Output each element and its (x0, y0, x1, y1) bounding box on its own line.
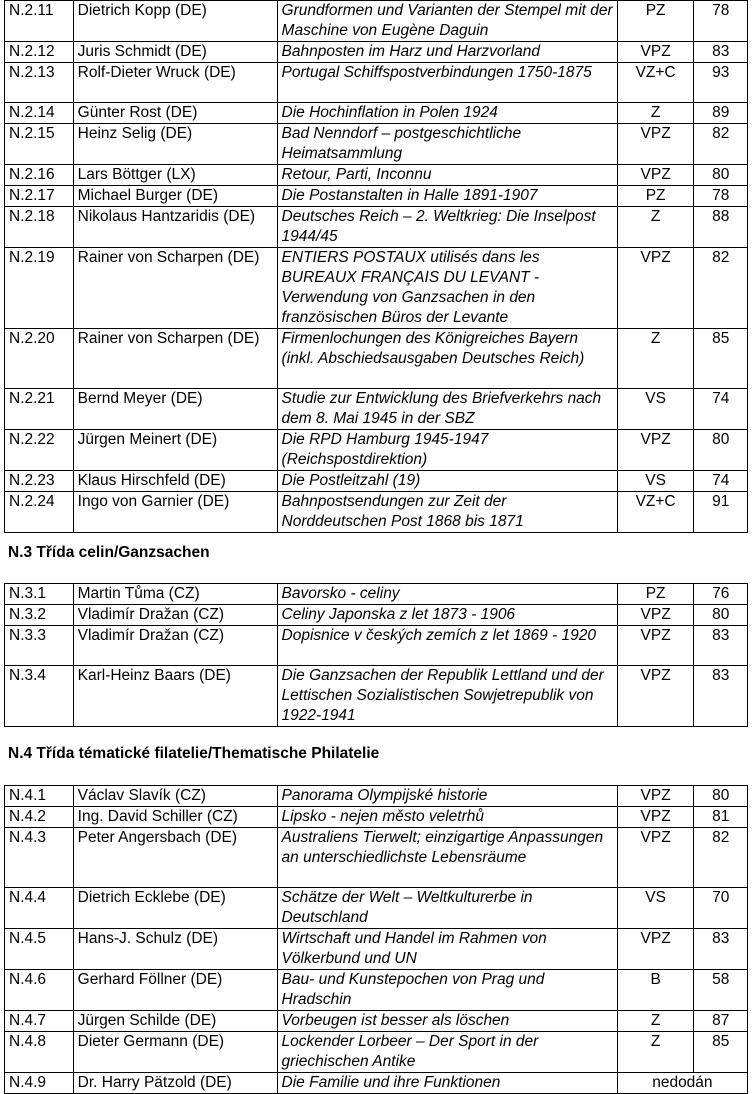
entry-number: N.2.16 (5, 165, 74, 186)
results-table-n2 (4, 0, 748, 533)
medal: VPZ (617, 430, 694, 471)
not-submitted-status: nedodán (617, 1073, 747, 1094)
entry-number: N.2.18 (5, 207, 74, 248)
exhibitor-name: Dr. Harry Pätzold (DE) (73, 1073, 277, 1094)
exhibit-title: Die Ganzsachen der Republik Lettland und der Lettischen Sozialistischen Sowjetrepublik von 1922-1941 (277, 666, 617, 727)
exhibitor-name: Karl-Heinz Baars (DE) (73, 666, 277, 727)
points: 83 (694, 929, 748, 970)
exhibitor-name: Günter Rost (DE) (73, 103, 277, 124)
exhibit-title: Die Postleitzahl (19) (277, 471, 617, 492)
medal: Z (617, 329, 694, 389)
table-row (5, 929, 748, 970)
table-row (5, 389, 748, 430)
points: 93 (694, 63, 748, 103)
medal: VZ+C (617, 63, 694, 103)
table-row (5, 471, 748, 492)
exhibit-title: Die RPD Hamburg 1945-1947 (Reichspostdirektion) (277, 430, 617, 471)
section-heading-n4: N.4 Třída tématické filatelie/Thematische Philatelie (8, 745, 380, 762)
entry-number: N.2.13 (5, 63, 74, 103)
entry-number: N.3.1 (5, 584, 74, 605)
table-row (5, 605, 748, 626)
exhibitor-name: Ingo von Garnier (DE) (73, 492, 277, 533)
entry-number: N.2.19 (5, 248, 74, 329)
points: 91 (694, 492, 748, 533)
table-row (5, 207, 748, 248)
medal: VPZ (617, 605, 694, 626)
points: 74 (694, 389, 748, 430)
medal: VPZ (617, 248, 694, 329)
table-row (5, 430, 748, 471)
medal: B (617, 970, 694, 1011)
exhibit-title: Australiens Tierwelt; einzigartige Anpassungen an unterschiedlichste Lebensräume (277, 828, 617, 888)
medal: VPZ (617, 666, 694, 727)
table-row (5, 888, 748, 929)
entry-number: N.2.12 (5, 42, 74, 63)
points: 80 (694, 605, 748, 626)
exhibit-title: Die Hochinflation in Polen 1924 (277, 103, 617, 124)
exhibit-title: Bahnposten im Harz und Harzvorland (277, 42, 617, 63)
exhibitor-name: Rolf-Dieter Wruck (DE) (73, 63, 277, 103)
exhibit-title: Grundformen und Varianten der Stempel mit der Maschine von Eugène Daguin (277, 1, 617, 42)
table-row (5, 1073, 748, 1094)
table-row (5, 584, 748, 605)
medal: VS (617, 471, 694, 492)
table-row (5, 248, 748, 329)
exhibit-title: Wirtschaft und Handel im Rahmen von Völkerbund und UN (277, 929, 617, 970)
points: 58 (694, 970, 748, 1011)
exhibitor-name: Martin Tůma (CZ) (73, 584, 277, 605)
exhibit-title: Die Postanstalten in Halle 1891-1907 (277, 186, 617, 207)
table-row (5, 807, 748, 828)
medal: VZ+C (617, 492, 694, 533)
points: 76 (694, 584, 748, 605)
table-row (5, 970, 748, 1011)
exhibitor-name: Jürgen Schilde (DE) (73, 1011, 277, 1032)
exhibit-title: Bad Nenndorf – postgeschichtliche Heimatsammlung (277, 124, 617, 165)
entry-number: N.4.7 (5, 1011, 74, 1032)
table-row (5, 1011, 748, 1032)
table-row (5, 165, 748, 186)
entry-number: N.3.4 (5, 666, 74, 727)
exhibitor-name: Heinz Selig (DE) (73, 124, 277, 165)
medal: VPZ (617, 165, 694, 186)
medal: PZ (617, 186, 694, 207)
exhibitor-name: Nikolaus Hantzaridis (DE) (73, 207, 277, 248)
medal: VPZ (617, 786, 694, 807)
entry-number: N.2.24 (5, 492, 74, 533)
medal: VS (617, 389, 694, 430)
exhibit-title: Die Familie und ihre Funktionen (277, 1073, 617, 1094)
entry-number: N.3.2 (5, 605, 74, 626)
exhibit-title: Retour, Parti, Inconnu (277, 165, 617, 186)
exhibitor-name: Lars Böttger (LX) (73, 165, 277, 186)
table-row (5, 63, 748, 103)
medal: PZ (617, 584, 694, 605)
entry-number: N.2.17 (5, 186, 74, 207)
exhibitor-name: Rainer von Scharpen (DE) (73, 329, 277, 389)
exhibit-title: Bavorsko - celiny (277, 584, 617, 605)
exhibitor-name: Peter Angersbach (DE) (73, 828, 277, 888)
medal: VPZ (617, 807, 694, 828)
points: 82 (694, 248, 748, 329)
entry-number: N.2.14 (5, 103, 74, 124)
entry-number: N.2.23 (5, 471, 74, 492)
table-row (5, 186, 748, 207)
exhibit-title: Portugal Schiffspostverbindungen 1750-1875 (277, 63, 617, 103)
exhibitor-name: Michael Burger (DE) (73, 186, 277, 207)
medal: Z (617, 207, 694, 248)
medal: VPZ (617, 929, 694, 970)
exhibitor-name: Dietrich Ecklebe (DE) (73, 888, 277, 929)
exhibitor-name: Dieter Germann (DE) (73, 1032, 277, 1073)
exhibitor-name: Dietrich Kopp (DE) (73, 1, 277, 42)
table-row (5, 103, 748, 124)
points: 82 (694, 124, 748, 165)
points: 80 (694, 430, 748, 471)
entry-number: N.2.21 (5, 389, 74, 430)
points: 78 (694, 1, 748, 42)
points: 83 (694, 666, 748, 727)
points: 85 (694, 1032, 748, 1073)
section-heading-n3: N.3 Třída celin/Ganzsachen (8, 544, 210, 561)
exhibitor-name: Jürgen Meinert (DE) (73, 430, 277, 471)
exhibit-title: Dopisnice v českých zemích z let 1869 - 1920 (277, 626, 617, 666)
medal: VPZ (617, 626, 694, 666)
points: 74 (694, 471, 748, 492)
table-row (5, 1, 748, 42)
exhibitor-name: Rainer von Scharpen (DE) (73, 248, 277, 329)
points: 88 (694, 207, 748, 248)
entry-number: N.4.5 (5, 929, 74, 970)
exhibitor-name: Ing. David Schiller (CZ) (73, 807, 277, 828)
entry-number: N.4.6 (5, 970, 74, 1011)
entry-number: N.4.3 (5, 828, 74, 888)
table-row (5, 124, 748, 165)
exhibit-title: Celiny Japonska z let 1873 - 1906 (277, 605, 617, 626)
exhibitor-name: Vladimír Dražan (CZ) (73, 626, 277, 666)
entry-number: N.4.9 (5, 1073, 74, 1094)
exhibit-title: Lockender Lorbeer – Der Sport in der griechischen Antike (277, 1032, 617, 1073)
exhibit-title: Schätze der Welt – Weltkulturerbe in Deutschland (277, 888, 617, 929)
entry-number: N.2.15 (5, 124, 74, 165)
points: 85 (694, 329, 748, 389)
points: 87 (694, 1011, 748, 1032)
exhibitor-name: Klaus Hirschfeld (DE) (73, 471, 277, 492)
points: 78 (694, 186, 748, 207)
table-row (5, 1032, 748, 1073)
results-table-n3 (4, 583, 748, 727)
table-row (5, 828, 748, 888)
points: 83 (694, 42, 748, 63)
medal: VPZ (617, 42, 694, 63)
table-row (5, 666, 748, 727)
points: 81 (694, 807, 748, 828)
exhibit-title: Bahnpostsendungen zur Zeit der Norddeutschen Post 1868 bis 1871 (277, 492, 617, 533)
exhibitor-name: Bernd Meyer (DE) (73, 389, 277, 430)
entry-number: N.2.11 (5, 1, 74, 42)
exhibit-title: Bau- und Kunstepochen von Prag und Hradschin (277, 970, 617, 1011)
points: 89 (694, 103, 748, 124)
exhibit-title: Vorbeugen ist besser als löschen (277, 1011, 617, 1032)
table-row (5, 626, 748, 666)
points: 82 (694, 828, 748, 888)
medal: Z (617, 1011, 694, 1032)
medal: Z (617, 103, 694, 124)
table-row (5, 42, 748, 63)
points: 80 (694, 165, 748, 186)
medal: VS (617, 888, 694, 929)
exhibit-title: Panorama Olympijské historie (277, 786, 617, 807)
exhibitor-name: Hans-J. Schulz (DE) (73, 929, 277, 970)
points: 80 (694, 786, 748, 807)
medal: PZ (617, 1, 694, 42)
medal: Z (617, 1032, 694, 1073)
medal: VPZ (617, 828, 694, 888)
entry-number: N.3.3 (5, 626, 74, 666)
points: 70 (694, 888, 748, 929)
exhibitor-name: Gerhard Föllner (DE) (73, 970, 277, 1011)
entry-number: N.4.8 (5, 1032, 74, 1073)
points: 83 (694, 626, 748, 666)
exhibit-title: Firmenlochungen des Königreiches Bayern (inkl. Abschiedsausgaben Deutsches Reich) (277, 329, 617, 389)
entry-number: N.4.4 (5, 888, 74, 929)
entry-number: N.2.20 (5, 329, 74, 389)
exhibitor-name: Václav Slavík (CZ) (73, 786, 277, 807)
exhibitor-name: Vladimír Dražan (CZ) (73, 605, 277, 626)
entry-number: N.4.1 (5, 786, 74, 807)
table-row (5, 786, 748, 807)
exhibit-title: Deutsches Reich – 2. Weltkrieg: Die Inselpost 1944/45 (277, 207, 617, 248)
entry-number: N.4.2 (5, 807, 74, 828)
exhibit-title: Lipsko - nejen město veletrhů (277, 807, 617, 828)
table-row (5, 329, 748, 389)
exhibitor-name: Juris Schmidt (DE) (73, 42, 277, 63)
entry-number: N.2.22 (5, 430, 74, 471)
exhibit-title: Studie zur Entwicklung des Briefverkehrs nach dem 8. Mai 1945 in der SBZ (277, 389, 617, 430)
exhibit-title: ENTIERS POSTAUX utilisés dans les BUREAUX FRANÇAIS DU LEVANT - Verwendung von Ganzsachen in den französischen Büros der Levante (277, 248, 617, 329)
medal: VPZ (617, 124, 694, 165)
table-row (5, 492, 748, 533)
results-table-n4 (4, 785, 748, 1094)
